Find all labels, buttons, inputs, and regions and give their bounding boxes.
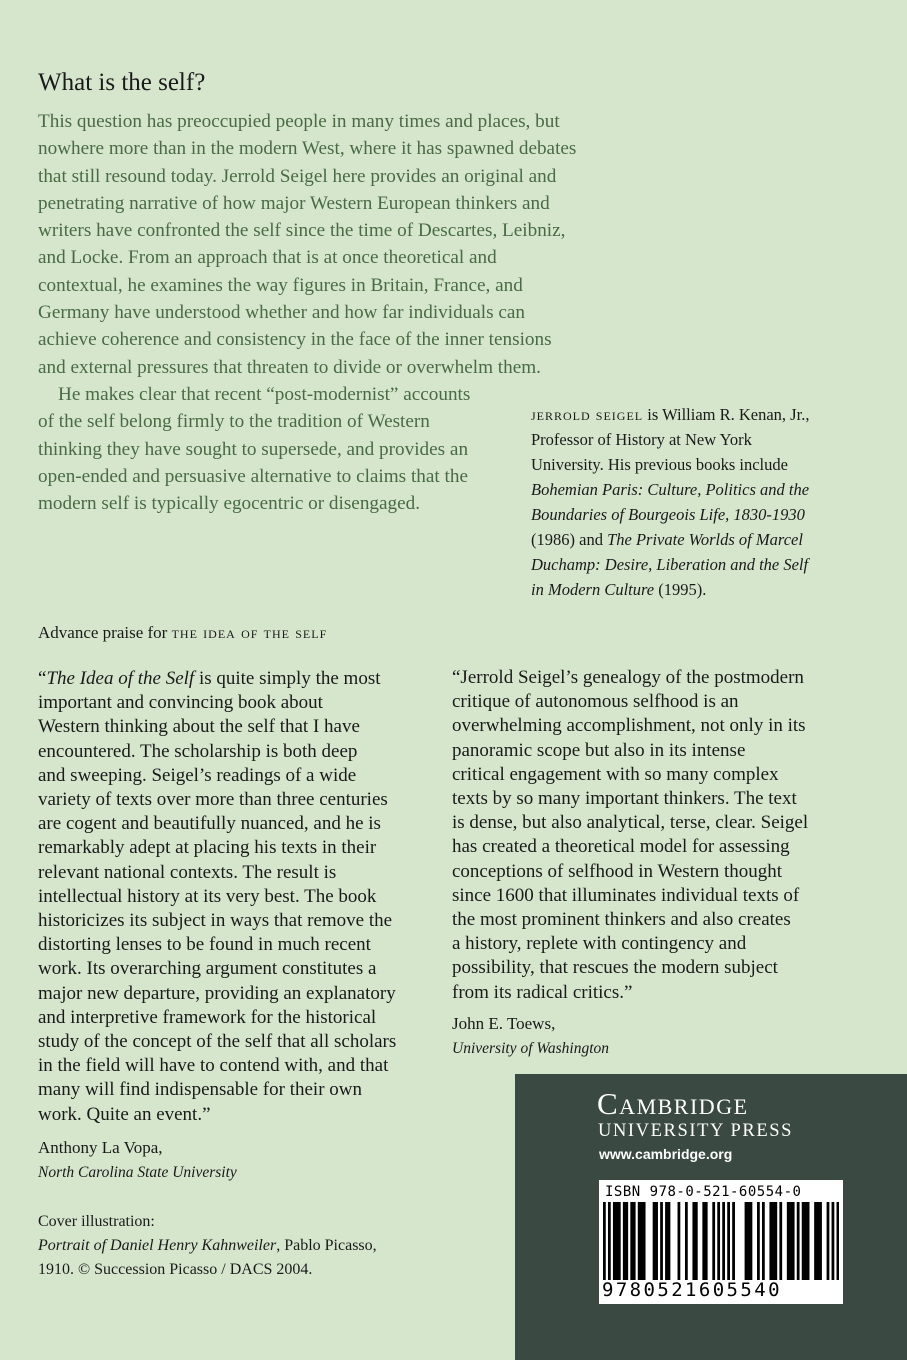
- barcode-bar: [804, 1202, 807, 1280]
- quote-line: the most prominent thinkers and also creates: [452, 909, 791, 931]
- barcode-bar: [625, 1202, 628, 1280]
- barcode-bar: [802, 1202, 805, 1280]
- quote-line: variety of texts over more than three centuries: [38, 789, 388, 811]
- quote-line: panoramic scope but also in its intense: [452, 739, 746, 761]
- barcode-bar: [837, 1202, 839, 1280]
- quote-line: since 1600 that illuminates individual texts of: [452, 884, 800, 906]
- barcode-bar: [772, 1202, 775, 1280]
- quote-line: a history, replete with contingency and: [452, 933, 747, 955]
- barcode-bar: [643, 1202, 646, 1280]
- barcode: [599, 1180, 843, 1304]
- praise-heading: Advance praise for the idea of the self: [38, 623, 328, 642]
- barcode-bar: [665, 1202, 668, 1280]
- page-heading: What is the self?: [38, 69, 206, 96]
- bio-text: University. His previous books include: [531, 455, 788, 474]
- quote-line: work. Its overarching argument constitutes a: [38, 958, 377, 980]
- publisher-url: www.cambridge.org: [599, 1146, 733, 1162]
- author-bio: [531, 402, 871, 602]
- barcode-bar: [747, 1202, 750, 1280]
- publisher-logo: Cambridge: [597, 1086, 749, 1121]
- intro-line: of the self belong firmly to the tradition of Western: [38, 411, 430, 433]
- intro-line: He makes clear that recent “post-modernist” accounts: [58, 383, 471, 405]
- barcode-bar: [705, 1202, 708, 1280]
- quote-left-attribution: Anthony La Vopa,: [38, 1138, 163, 1157]
- publisher-subtitle: UNIVERSITY PRESS: [598, 1121, 794, 1141]
- barcode-bar: [787, 1202, 790, 1280]
- quote-line: encountered. The scholarship is both deep: [38, 740, 358, 762]
- barcode-bar: [769, 1202, 772, 1280]
- intro-line: contextual, he examines the way figures in Britain, France, and: [38, 274, 523, 296]
- author-name: jerrold seigel: [531, 405, 644, 424]
- barcode-bar: [732, 1202, 735, 1280]
- intro-line: modern self is typically egocentric or disengaged.: [38, 493, 421, 515]
- barcode-bar: [717, 1202, 720, 1280]
- quote-line: Western thinking about the self that I have: [38, 716, 360, 738]
- cover-credit-label: Cover illustration:: [38, 1213, 155, 1230]
- barcode-bar: [807, 1202, 810, 1280]
- intro-line: penetrating narrative of how major Western European thinkers and: [38, 192, 550, 214]
- barcode-bar: [630, 1202, 633, 1280]
- barcode-bars: [603, 1202, 839, 1280]
- barcode-bar: [633, 1202, 636, 1280]
- barcode-bar: [797, 1202, 800, 1280]
- barcode-bar: [660, 1202, 663, 1280]
- barcode-bar: [832, 1202, 835, 1280]
- barcode-bar: [668, 1202, 671, 1280]
- quote-line: has created a theoretical model for assessing: [452, 836, 790, 858]
- barcode-bar: [640, 1202, 643, 1280]
- bio-text: is William R. Kenan, Jr.,: [643, 405, 810, 424]
- quote-line: and sweeping. Seigel’s readings of a wide: [38, 764, 357, 786]
- quote-line: many will find indispensable for their own: [38, 1079, 362, 1101]
- intro-line: This question has preoccupied people in many times and places, but: [38, 111, 560, 132]
- barcode-bar: [819, 1202, 822, 1280]
- intro-line: Germany have understood whether and how far individuals can: [38, 302, 525, 324]
- quote-line: remarkably adept at placing his texts in their: [38, 837, 377, 859]
- quote-line: important and convincing book about: [38, 692, 323, 714]
- barcode-bar: [789, 1202, 792, 1280]
- quote-line: conceptions of selfhood in Western thought: [452, 860, 783, 882]
- barcode-bar: [623, 1202, 626, 1280]
- intro-line: achieve coherence and consistency in the face of the inner tensions: [38, 329, 552, 351]
- barcode-bar: [638, 1202, 641, 1280]
- barcode-bar: [613, 1202, 616, 1280]
- barcode-bar: [618, 1202, 621, 1280]
- barcode-bar: [695, 1202, 698, 1280]
- intro-line: open-ended and persuasive alternative to claims that the: [38, 465, 468, 487]
- barcode-bar: [615, 1202, 618, 1280]
- barcode-bar: [814, 1202, 817, 1280]
- barcode-bar: [750, 1202, 753, 1280]
- book-title: Bohemian Paris: Culture, Politics and the: [531, 480, 810, 499]
- quote-line: is dense, but also analytical, terse, clear. Seigel: [452, 812, 809, 834]
- quote-line: texts by so many important thinkers. The text: [452, 788, 797, 810]
- barcode-bar: [745, 1202, 748, 1280]
- barcode-bar: [655, 1202, 658, 1280]
- barcode-bar: [727, 1202, 730, 1280]
- praise-quote-left: “The Idea of the Self is quite simply the most important and convincing book about Western thinking about the self that I have encountered. The scholarship is both deep and sweeping. Seigel’s readings of a wide variety of texts over more than three centuries are cogent and beautifully nuanced, and he is remarkably adept at placing his texts in their relevant national contexts. The result is intellectual history at its very best. The book historicizes its subject in ways that remove the distorting lenses to be found in much recent work. Its overarching argument constitutes a major new departure, providing an explanatory and interpretive framework for the historical study of the concept of the self that all scholars in the field will have to contend with, and that many will find indispensable for their own work. Quite an event.”: [38, 667, 396, 1127]
- intro-line: nowhere more than in the modern West, where it has spawned debates: [38, 138, 577, 160]
- barcode-bar: [722, 1202, 725, 1280]
- barcode-digits: 9780521605540: [602, 1279, 782, 1301]
- quote-right-affiliation: University of Washington: [452, 1040, 610, 1057]
- book-title: The Private Worlds of Marcel: [607, 530, 803, 549]
- quote-line: study of the concept of the self that all scholars: [38, 1031, 397, 1053]
- barcode-bar: [712, 1202, 715, 1280]
- quote-right-attribution: John E. Toews,: [452, 1014, 556, 1033]
- quote-line: work. Quite an event.”: [38, 1103, 211, 1125]
- barcode-bar: [757, 1202, 760, 1280]
- quote-line: and interpretive framework for the historical: [38, 1006, 377, 1028]
- publisher-panel: [515, 1074, 907, 1360]
- quote-line: from its radical critics.”: [452, 981, 633, 1003]
- barcode-bar: [685, 1202, 688, 1280]
- barcode-bar: [792, 1202, 795, 1280]
- quote-line: distorting lenses to be found in much recent: [38, 934, 371, 956]
- barcode-bar: [653, 1202, 656, 1280]
- barcode-bar: [702, 1202, 705, 1280]
- barcode-bar: [762, 1202, 765, 1280]
- intro-text: [38, 108, 576, 517]
- quote-line: “Jerrold Seigel’s genealogy of the postmodern: [452, 667, 804, 688]
- book-title: Boundaries of Bourgeois Life, 1830-1930: [531, 505, 805, 524]
- quote-line: intellectual history at its very best. The book: [38, 885, 377, 907]
- barcode-bar: [692, 1202, 695, 1280]
- cover-credit: Cover illustration: Portrait of Daniel Henry Kahnweiler, Pablo Picasso, 1910. © Succession Picasso / DACS 2004.: [38, 1210, 377, 1282]
- barcode-bar: [608, 1202, 611, 1280]
- intro-line: and external pressures that threaten to divide or overwhelm them.: [38, 356, 541, 378]
- intro-line: writers have confronted the self since the time of Descartes, Leibniz,: [38, 220, 566, 242]
- praise-quote-right: [452, 666, 808, 1005]
- praise-book-title: the idea of the self: [171, 623, 328, 642]
- quote-line: possibility, that rescues the modern subject: [452, 957, 778, 979]
- intro-line: that still resound today. Jerrold Seigel here provides an original and: [38, 165, 557, 187]
- intro-line: and Locke. From an approach that is at once theoretical and: [38, 247, 497, 269]
- bio-text: Professor of History at New York: [531, 430, 752, 449]
- quote-line: relevant national contexts. The result is: [38, 861, 337, 883]
- barcode-bar: [678, 1202, 681, 1280]
- bio-text: (1986) and: [531, 530, 608, 549]
- book-title: Duchamp: Desire, Liberation and the Self: [531, 555, 809, 574]
- bio-text: (1995).: [654, 580, 707, 599]
- quote-line: critical engagement with so many complex: [452, 763, 779, 785]
- quote-line: historicizes its subject in ways that remove the: [38, 910, 393, 932]
- quote-line: critique of autonomous selfhood is an: [452, 691, 739, 713]
- quote-line: overwhelming accomplishment, not only in its: [452, 715, 806, 737]
- quote-line: major new departure, providing an explanatory: [38, 982, 396, 1004]
- quote-line: are cogent and beautifully nuanced, and he is: [38, 813, 381, 835]
- barcode-bar: [817, 1202, 820, 1280]
- barcode-bar: [774, 1202, 777, 1280]
- quote-left-affiliation: North Carolina State University: [38, 1164, 237, 1181]
- barcode-bar: [827, 1202, 830, 1280]
- book-title: in Modern Culture: [531, 580, 655, 599]
- cover-credit-copyright: 1910. © Succession Picasso / DACS 2004.: [38, 1261, 313, 1278]
- cover-artwork-title: Portrait of Daniel Henry Kahnweiler: [38, 1237, 277, 1254]
- barcode-bar: [603, 1202, 606, 1280]
- intro-line: thinking they have sought to supersede, and provides an: [38, 438, 469, 460]
- barcode-bar: [779, 1202, 782, 1280]
- isbn-label: ISBN 978-0-521-60554-0: [605, 1184, 802, 1200]
- quote-line: in the field will have to contend with, and that: [38, 1055, 389, 1077]
- quote-book-title: The Idea of the Self: [46, 668, 195, 689]
